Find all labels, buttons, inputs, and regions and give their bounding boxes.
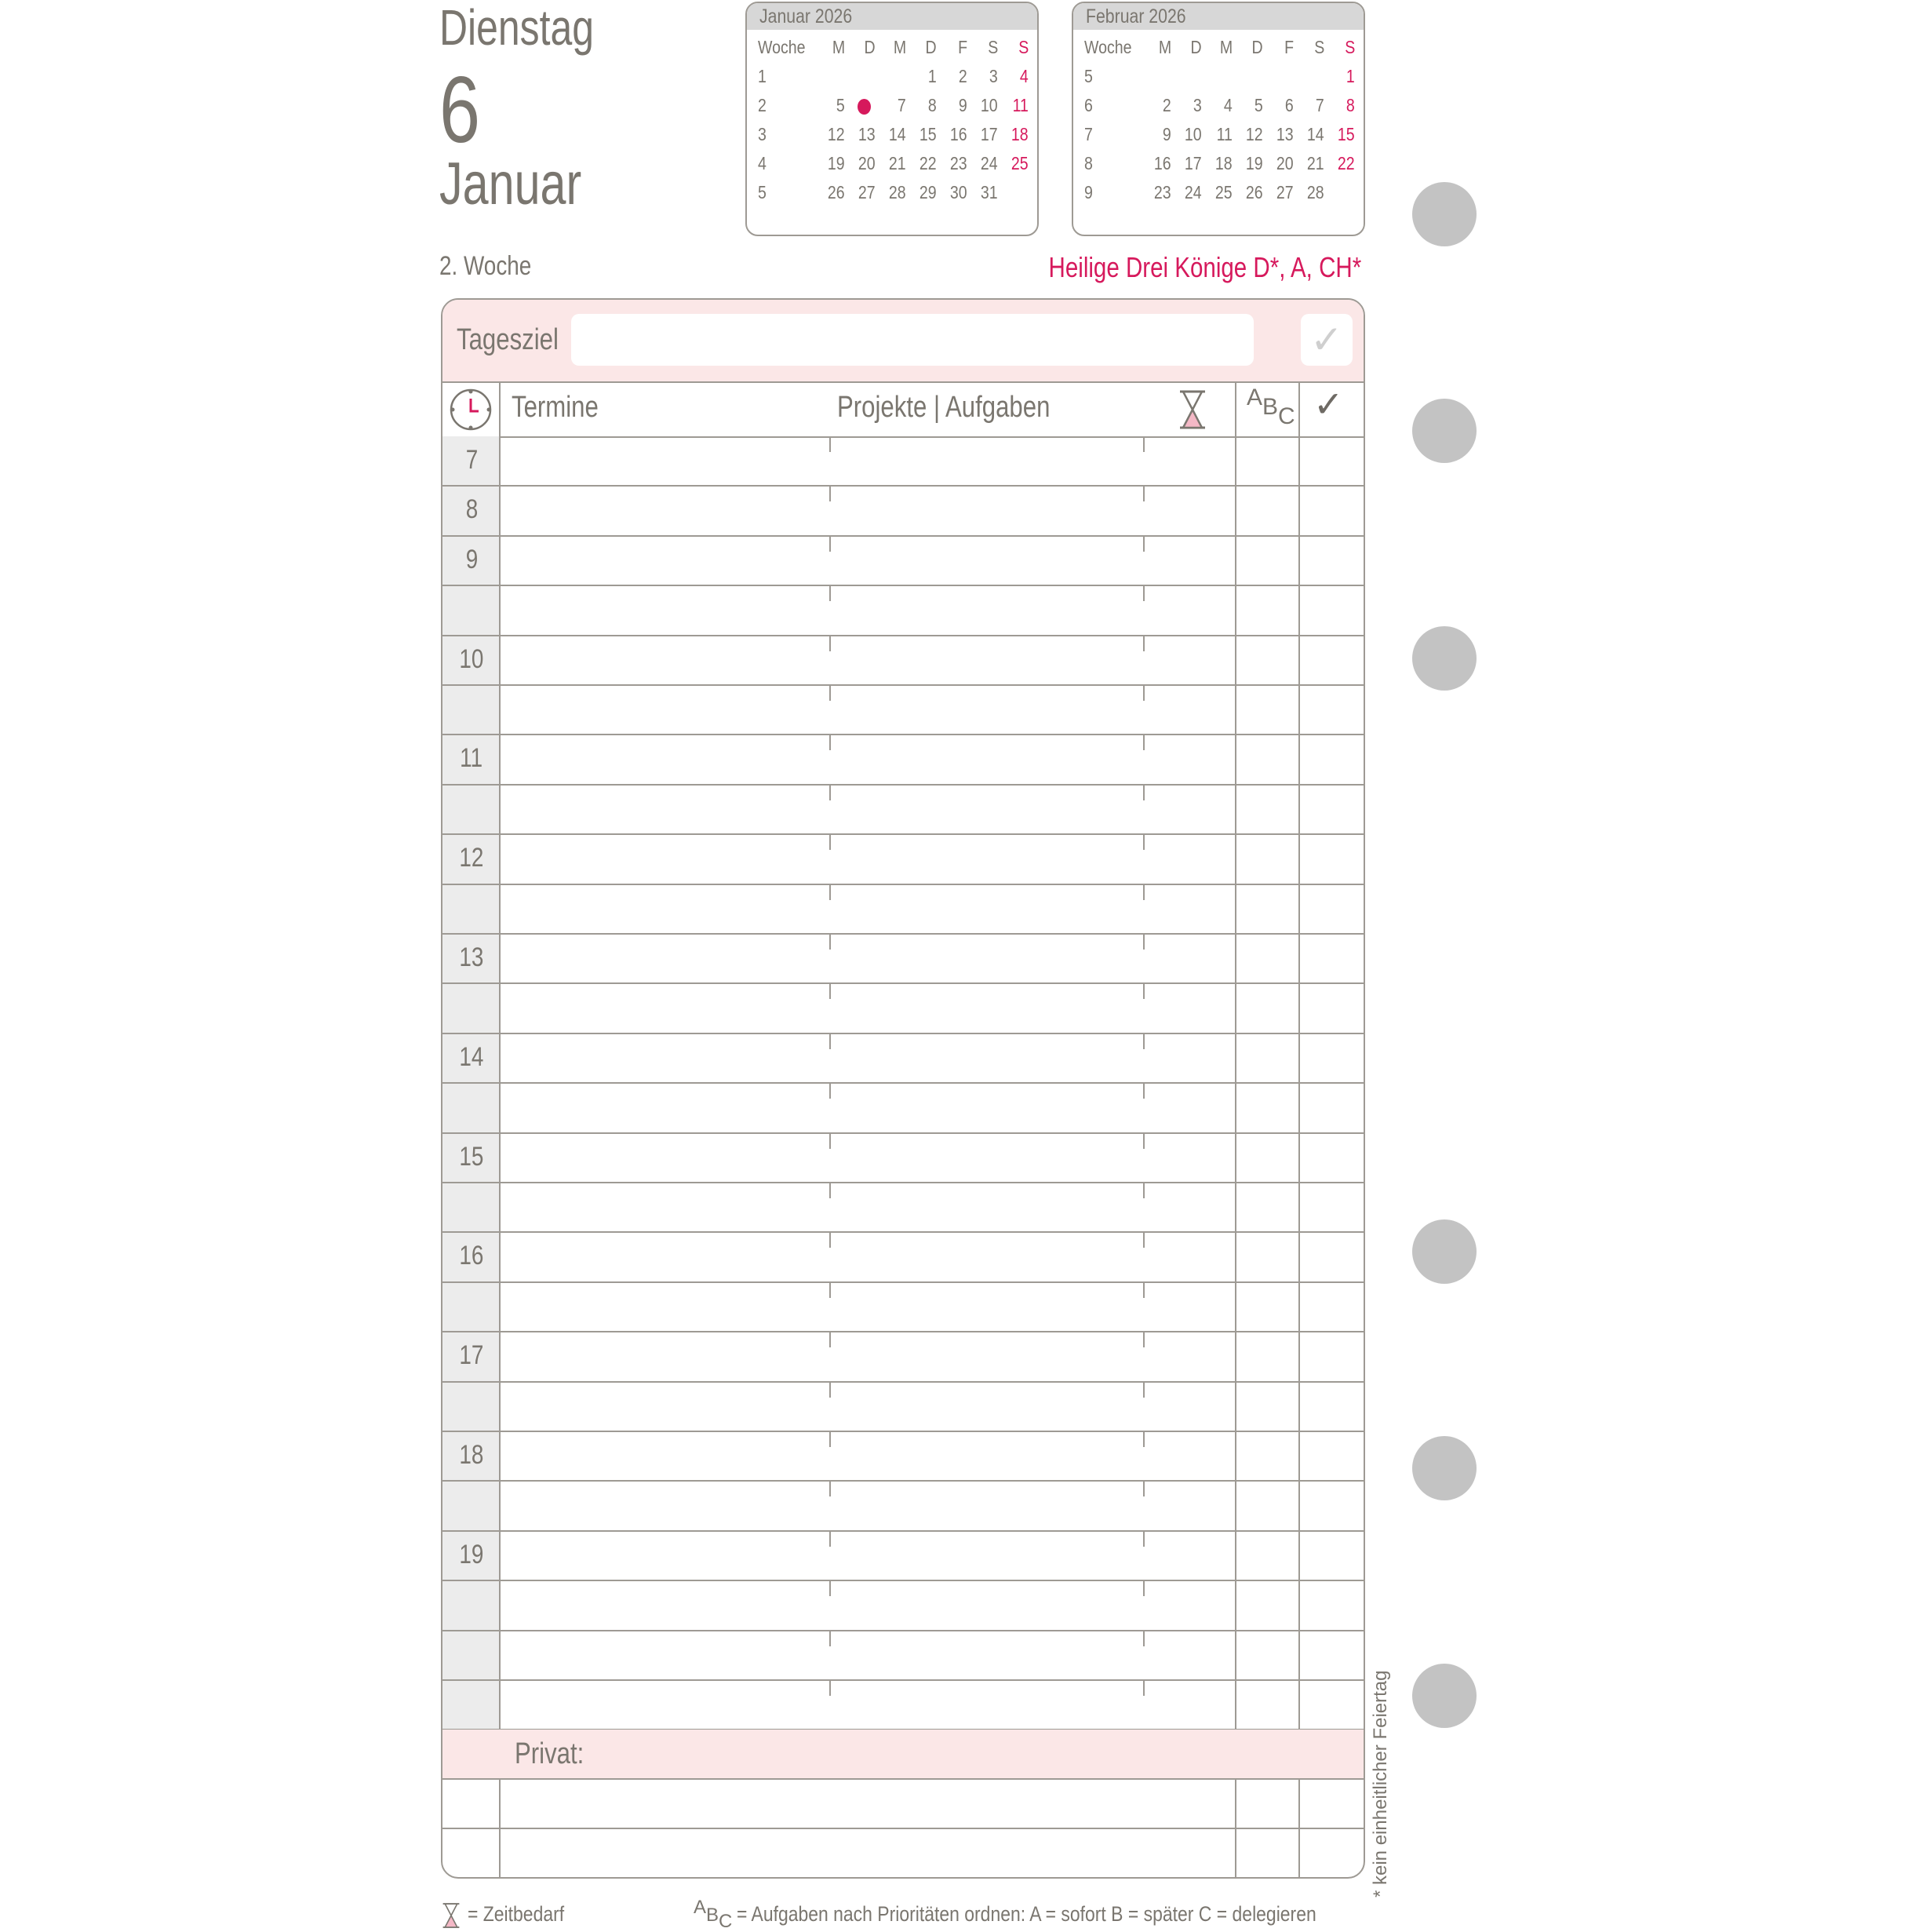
hourglass-icon — [1177, 389, 1208, 430]
schedule-row-input[interactable] — [502, 1481, 1357, 1529]
schedule-row-input[interactable] — [502, 934, 1357, 982]
hour-label: 19 — [459, 1539, 484, 1569]
calendar-week-row — [1083, 62, 1356, 91]
calendar-day: 11 — [1012, 95, 1029, 115]
hour-label — [442, 1183, 501, 1230]
hour-label — [442, 1680, 501, 1727]
hour-label — [442, 1481, 501, 1528]
mini-calendar-grid — [1083, 33, 1356, 207]
weekday-header: S — [1313, 37, 1324, 57]
calendar-day: 23 — [1154, 182, 1171, 202]
hour-label — [442, 884, 501, 931]
month-name: Januar — [439, 151, 582, 217]
hour-label: 17 — [459, 1340, 484, 1371]
column-divider — [1235, 381, 1236, 1879]
weekday-header: M — [1219, 37, 1233, 57]
mini-calendar-grid — [756, 33, 1030, 207]
calendar-day: 6 — [1285, 95, 1294, 115]
weekday-header: D — [925, 37, 937, 57]
hour-label — [442, 983, 501, 1030]
calendar-day: 10 — [1185, 124, 1202, 144]
mini-calendar-title: Januar 2026 — [747, 3, 1037, 30]
calendar-day: 13 — [858, 124, 876, 144]
calendar-day: 31 — [981, 182, 998, 202]
schedule-row-input[interactable] — [502, 1332, 1357, 1380]
hour-label: 12 — [459, 843, 484, 873]
schedule-row-input[interactable] — [502, 735, 1357, 782]
binder-hole — [1412, 626, 1477, 691]
calendar-day: 12 — [1246, 124, 1263, 144]
week-number: 9 — [1084, 182, 1093, 202]
daily-goal-checkbox[interactable] — [1301, 314, 1353, 366]
schedule-row-input[interactable] — [502, 1680, 1357, 1728]
column-header-row — [442, 381, 1364, 438]
hourglass-legend: = Zeitbedarf — [441, 1902, 581, 1929]
hour-label — [442, 685, 501, 732]
mini-calendar-title: Februar 2026 — [1073, 3, 1364, 30]
weekday-header: F — [958, 37, 967, 57]
hour-label: 10 — [459, 643, 484, 674]
calendar-day — [1142, 62, 1173, 91]
calendar-week-row — [756, 62, 1030, 91]
week-number: 2 — [758, 95, 767, 115]
calendar-day: 20 — [858, 153, 876, 173]
calendar-day — [1234, 62, 1265, 91]
schedule-row-input[interactable] — [502, 1033, 1357, 1081]
calendar-day: 28 — [889, 182, 906, 202]
calendar-day: 18 — [1215, 153, 1233, 173]
hour-label — [442, 1282, 501, 1329]
calendar-day: 5 — [1254, 95, 1263, 115]
calendar-day: 25 — [1011, 153, 1029, 173]
calendar-day: 25 — [1215, 182, 1233, 202]
calendar-day: 10 — [981, 95, 998, 115]
priority-abc-header: ABC — [1247, 385, 1295, 429]
calendar-day: 30 — [950, 182, 967, 202]
calendar-day: 8 — [928, 95, 937, 115]
week-number: 8 — [1084, 153, 1093, 173]
hour-label — [442, 1580, 501, 1628]
calendar-day: 19 — [1246, 153, 1263, 173]
schedule-row-input[interactable] — [502, 685, 1357, 733]
schedule-row-input[interactable] — [502, 486, 1357, 534]
schedule-row-input[interactable] — [502, 1183, 1357, 1230]
appointments-header: Termine — [512, 391, 599, 424]
calendar-day: 20 — [1276, 153, 1294, 173]
mini-calendar-january — [745, 2, 1039, 236]
private-row — [442, 1730, 1364, 1778]
column-divider — [499, 381, 501, 1879]
calendar-day: 13 — [1276, 124, 1294, 144]
schedule-row-input[interactable] — [502, 1382, 1357, 1430]
private-row-input[interactable] — [502, 1829, 1357, 1876]
calendar-week-row — [1083, 91, 1356, 120]
calendar-week-row — [756, 120, 1030, 149]
weekday-header: D — [1190, 37, 1202, 57]
holiday-label: Heilige Drei Könige D*, A, CH* — [1048, 251, 1361, 283]
calendar-day: 3 — [1193, 95, 1202, 115]
calendar-day: 9 — [959, 95, 967, 115]
week-number: 5 — [1084, 66, 1093, 86]
calendar-day — [1000, 178, 1030, 207]
mini-calendar-february — [1072, 2, 1365, 236]
column-divider — [1298, 381, 1300, 1879]
calendar-week-row — [1083, 120, 1356, 149]
calendar-day: 26 — [1246, 182, 1263, 202]
priority-legend: ABC = Aufgaben nach Prioritäten ordnen: A = sofort B = später C = delegieren — [694, 1897, 1317, 1932]
calendar-day: 16 — [1154, 153, 1171, 173]
calendar-week-row — [756, 91, 1030, 120]
week-number: 6 — [1084, 95, 1093, 115]
binder-hole — [1412, 399, 1477, 463]
calendar-day — [1326, 178, 1356, 207]
calendar-day: 29 — [919, 182, 937, 202]
binder-hole — [1412, 182, 1477, 246]
calendar-day — [1265, 62, 1295, 91]
hour-label — [442, 1382, 501, 1429]
calendar-day: 22 — [919, 153, 937, 173]
calendar-day: 26 — [828, 182, 845, 202]
today-marker — [858, 99, 871, 115]
calendar-day: 2 — [1163, 95, 1171, 115]
schedule-row-input[interactable] — [502, 1282, 1357, 1330]
day-planner — [441, 298, 1365, 1879]
calendar-day: 24 — [1185, 182, 1202, 202]
week-number: 4 — [758, 153, 767, 173]
hour-label: 9 — [465, 544, 478, 574]
hour-label: 13 — [459, 942, 484, 972]
calendar-weekday-header — [1083, 33, 1356, 62]
schedule-row-input[interactable] — [502, 536, 1357, 584]
binder-hole — [1412, 1664, 1477, 1728]
calendar-day: 11 — [1216, 124, 1233, 144]
calendar-day: 15 — [919, 124, 937, 144]
calendar-day: 5 — [836, 95, 845, 115]
calendar-day: 21 — [1307, 153, 1324, 173]
daily-goal-row — [442, 300, 1364, 383]
calendar-day: 4 — [1020, 66, 1029, 86]
calendar-day: 15 — [1338, 124, 1355, 144]
weekday-header: D — [1251, 37, 1263, 57]
calendar-day: 3 — [989, 66, 998, 86]
weekday-header: S — [1018, 37, 1029, 57]
calendar-week-row — [1083, 178, 1356, 207]
hour-label: 16 — [459, 1241, 484, 1271]
calendar-day: 2 — [959, 66, 967, 86]
clock-icon — [449, 388, 493, 432]
calendar-day: 19 — [828, 153, 845, 173]
calendar-day: 28 — [1307, 182, 1324, 202]
calendar-day: 24 — [981, 153, 998, 173]
hour-label — [442, 585, 501, 632]
schedule-row-input[interactable] — [502, 1232, 1357, 1280]
hour-label: 14 — [459, 1041, 484, 1072]
calendar-day: 8 — [1346, 95, 1355, 115]
schedule-row-input[interactable] — [502, 1531, 1357, 1579]
calendar-week-row — [1083, 149, 1356, 178]
calendar-day: 14 — [889, 124, 906, 144]
weekday-header: S — [1344, 37, 1355, 57]
projects-tasks-header: Projekte | Aufgaben — [837, 391, 1051, 424]
hour-label: 7 — [465, 445, 478, 475]
schedule-row-input[interactable] — [502, 1133, 1357, 1181]
calendar-day: 1 — [928, 66, 937, 86]
schedule-row-input[interactable] — [502, 585, 1357, 633]
calendar-day — [1173, 62, 1204, 91]
hour-label: 8 — [465, 494, 478, 525]
schedule-row-input[interactable] — [502, 1083, 1357, 1131]
calendar-day: 27 — [1276, 182, 1294, 202]
schedule-row-input[interactable] — [502, 436, 1357, 484]
calendar-day: 23 — [950, 153, 967, 173]
weekday-header: M — [832, 37, 845, 57]
private-label: Privat: — [515, 1737, 584, 1770]
calendar-day — [877, 62, 908, 91]
calendar-weekday-header — [756, 33, 1030, 62]
hour-label: 18 — [459, 1440, 484, 1470]
calendar-day: 21 — [889, 153, 906, 173]
calendar-day: 17 — [1185, 153, 1202, 173]
calendar-day — [847, 62, 877, 91]
calendar-day: 27 — [858, 182, 876, 202]
schedule-row-input[interactable] — [502, 636, 1357, 683]
schedule-row-input[interactable] — [502, 1580, 1357, 1628]
calendar-day — [1204, 62, 1234, 91]
day-number: 6 — [439, 57, 481, 162]
week-number: 1 — [758, 66, 767, 86]
schedule-row-input[interactable] — [502, 884, 1357, 932]
hour-label: 11 — [460, 743, 483, 774]
calendar-day: 1 — [1346, 66, 1355, 86]
calendar-day: 18 — [1011, 124, 1029, 144]
binder-hole — [1412, 1436, 1477, 1500]
calendar-day: 7 — [898, 95, 906, 115]
calendar-day: 7 — [1316, 95, 1324, 115]
daily-goal-input[interactable] — [571, 314, 1254, 366]
calendar-day: 9 — [1163, 124, 1171, 144]
hour-label — [442, 1083, 501, 1130]
week-number: 5 — [758, 182, 767, 202]
daily-goal-label: Tagesziel — [457, 323, 559, 356]
private-row-input[interactable] — [502, 1780, 1357, 1827]
calendar-day — [1295, 62, 1326, 91]
calendar-day: 17 — [981, 124, 998, 144]
schedule-row-input[interactable] — [502, 1431, 1357, 1479]
hour-label — [442, 1631, 501, 1678]
schedule-row-input[interactable] — [502, 983, 1357, 1031]
calendar-day — [816, 62, 847, 91]
week-number: 7 — [1084, 124, 1093, 144]
calendar-day: 22 — [1338, 153, 1355, 173]
schedule-row-input[interactable] — [502, 834, 1357, 882]
hour-label: 15 — [459, 1141, 484, 1172]
holiday-footnote: * kein einheitlicher Feiertag — [1370, 1670, 1391, 1897]
calendar-week-row — [756, 149, 1030, 178]
calendar-day: 14 — [1307, 124, 1324, 144]
weekday-header: M — [893, 37, 906, 57]
calendar-day: 16 — [950, 124, 967, 144]
calendar-day — [847, 91, 877, 120]
week-column-header: Woche — [1084, 37, 1132, 57]
weekday-header: D — [864, 37, 876, 57]
checkmark-icon: ✓ — [1310, 318, 1343, 362]
calendar-day: 4 — [1224, 95, 1233, 115]
binder-hole — [1412, 1219, 1477, 1284]
calendar-day: 12 — [828, 124, 845, 144]
schedule-row-input[interactable] — [502, 785, 1357, 833]
schedule-row-input[interactable] — [502, 1631, 1357, 1679]
week-column-header: Woche — [758, 37, 806, 57]
week-number: 3 — [758, 124, 767, 144]
weekday-header: M — [1158, 37, 1171, 57]
weekday-header: F — [1284, 37, 1294, 57]
weekday-header: S — [987, 37, 998, 57]
week-label: 2. Woche — [439, 251, 532, 281]
hourglass-icon — [441, 1902, 461, 1929]
hour-label — [442, 785, 501, 832]
weekday-title: Dienstag — [439, 0, 595, 56]
calendar-week-row — [756, 178, 1030, 207]
checkmark-icon: ✓ — [1313, 384, 1344, 425]
